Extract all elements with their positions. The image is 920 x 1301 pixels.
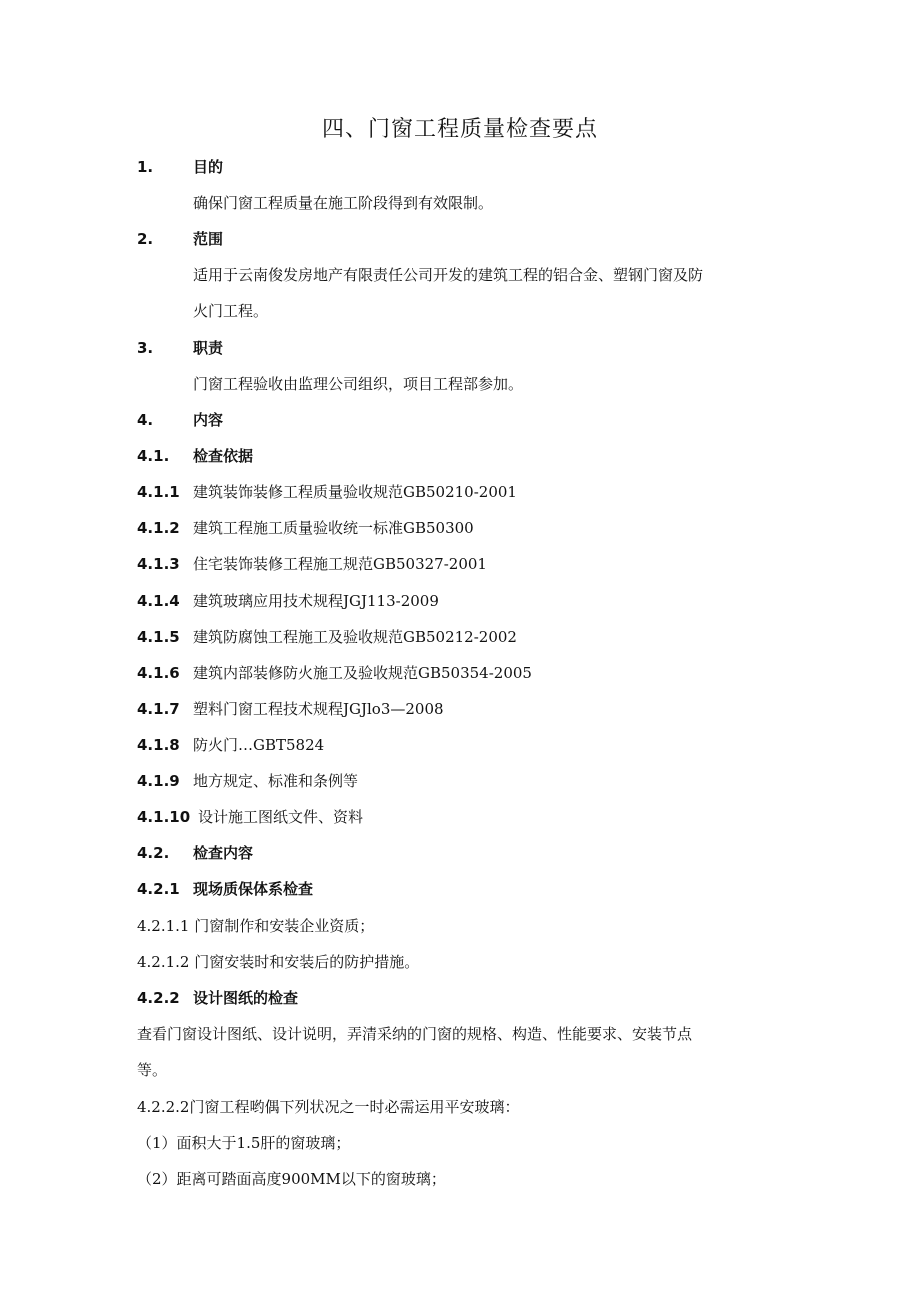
reference-number: 4.1.4: [137, 592, 180, 610]
section-number: 2.: [137, 230, 154, 248]
reference-number: 4.1.6: [137, 664, 180, 682]
paragraph-text: 等。: [137, 1061, 168, 1079]
reference-number: 4.1.2: [137, 519, 180, 537]
paragraph-text: 适用于云南俊发房地产有限责任公司开发的建筑工程的铝合金、塑钢门窗及防: [193, 266, 704, 284]
reference-text: 住宅装饰装修工程施工规范GB50327-2001: [193, 555, 487, 573]
paragraph-text: 火门工程。: [193, 302, 269, 320]
section-number: 4.1.: [137, 447, 170, 465]
section-number: 4.: [137, 411, 154, 429]
paragraph-text: 4.2.1.1 门窗制作和安装企业资质；: [137, 917, 375, 935]
reference-number: 4.1.8: [137, 736, 180, 754]
section-title: 范围: [193, 230, 224, 248]
section-title: 目的: [193, 158, 224, 176]
reference-number: 4.1.10: [137, 808, 191, 826]
paragraph-text: 查看门窗设计图纸、设计说明，弄清采纳的门窗的规格、构造、性能要求、安装节点: [137, 1025, 693, 1043]
reference-number: 4.1.9: [137, 772, 180, 790]
reference-text: 建筑内部装修防火施工及验收规范GB50354-2005: [193, 664, 532, 682]
reference-number: 4.1.7: [137, 700, 180, 718]
reference-text: 地方规定、标准和条例等: [193, 772, 359, 790]
paragraph-text: 确保门窗工程质量在施工阶段得到有效限制。: [193, 194, 494, 212]
section-number: 4.2.2: [137, 989, 180, 1007]
reference-number: 4.1.5: [137, 628, 180, 646]
list-item-text: （2）距离可踏面高度900MM以下的窗玻璃；: [137, 1170, 446, 1188]
section-number: 1.: [137, 158, 154, 176]
reference-text: 建筑防腐蚀工程施工及验收规范GB50212-2002: [193, 628, 517, 646]
section-title: 检查内容: [193, 844, 254, 862]
reference-text: 建筑装饰装修工程质量验收规范GB50210-2001: [193, 483, 517, 501]
document-title: 四、门窗工程质量检查要点: [321, 117, 598, 142]
section-title: 设计图纸的检查: [193, 989, 299, 1007]
section-number: 4.2.1: [137, 880, 180, 898]
reference-text: 塑料门窗工程技术规程JGJlo3—2008: [193, 700, 444, 718]
paragraph-text: 4.2.2.2门窗工程哟偶下列状况之一时必需运用平安玻璃：: [137, 1098, 520, 1116]
paragraph-text: 门窗工程验收由监理公司组织，项目工程部参加。: [193, 375, 524, 393]
list-item-text: （1）面积大于1.5肝的窗玻璃；: [137, 1134, 351, 1152]
reference-text: 建筑工程施工质量验收统一标准GB50300: [193, 519, 474, 537]
paragraph-text: 4.2.1.2 门窗安装时和安装后的防护措施。: [137, 953, 420, 971]
section-number: 3.: [137, 339, 154, 357]
section-title: 职责: [193, 339, 224, 357]
reference-number: 4.1.3: [137, 555, 180, 573]
reference-number: 4.1.1: [137, 483, 180, 501]
reference-text: 防火门…GBT5824: [193, 736, 325, 754]
section-title: 现场质保体系检查: [193, 880, 314, 898]
reference-text: 设计施工图纸文件、资料: [198, 808, 364, 826]
section-title: 内容: [193, 411, 224, 429]
section-number: 4.2.: [137, 844, 170, 862]
reference-text: 建筑玻璃应用技术规程JGJ113-2009: [193, 592, 439, 610]
section-title: 检查依据: [193, 447, 254, 465]
